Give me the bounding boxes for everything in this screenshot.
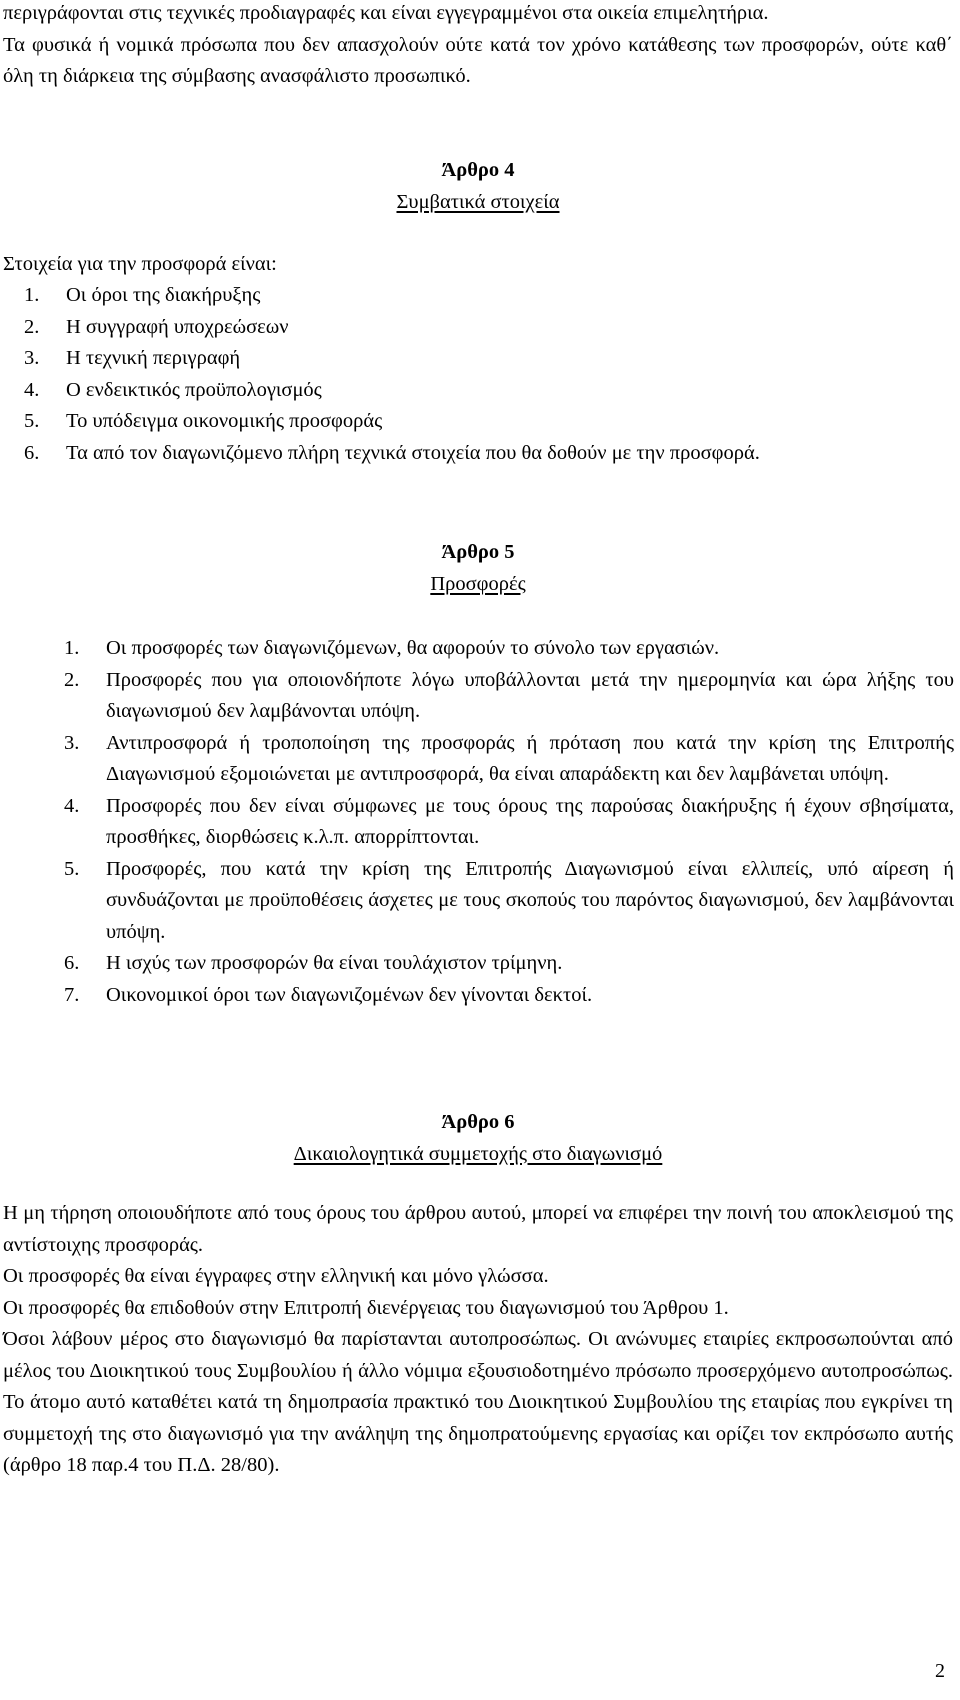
article-6 — [3, 1107, 953, 1170]
list-item-number: 7. — [64, 983, 80, 1006]
list-item-number: 5. — [64, 857, 80, 880]
list-item-text: Τα από τον διαγωνιζόμενο πλήρη τεχνικά στοιχεία που θα δοθούν με την προσφορά. — [66, 441, 760, 464]
list-item — [24, 280, 953, 312]
list-item-number: 4. — [24, 378, 40, 401]
list-item-text: Προσφορές που δεν είναι σύμφωνες με τους όρους της παρούσας διακήρυξης ή έχουν σβησίματα, προσθήκες, διορθώσεις κ.λ.π. απορρίπτονται. — [106, 794, 954, 848]
article-5-title: Άρθρο 5 — [441, 541, 515, 563]
list-item-text: Αντιπροσφορά ή τροποποίηση της προσφοράς ή πρόταση που κατά την κρίση της Επιτροπής Διαγωνισμού εξομοιώνεται με αντιπροσφορά, θα είναι απαράδεκτη και δεν λαμβάνεται υπόψη. — [106, 731, 954, 785]
list-item-number: 3. — [24, 347, 40, 369]
list-item-number: 4. — [64, 794, 80, 817]
article-4-body — [3, 249, 953, 281]
list-item — [24, 438, 953, 470]
list-item-number: 1. — [64, 637, 80, 659]
article-4-title: Άρθρο 4 — [441, 159, 515, 181]
list-item — [24, 406, 953, 438]
page-number: 2 — [935, 1660, 945, 1682]
list-item — [64, 980, 954, 1012]
list-item-number: 5. — [24, 410, 40, 432]
article-4-lead: Στοιχεία για την προσφορά είναι: — [3, 253, 277, 275]
article-5-subtitle: Προσφορές — [430, 572, 526, 595]
list-item-text: Οι προσφορές των διαγωνιζόμενων, θα αφορούν το σύνολο των εργασιών. — [106, 637, 720, 659]
list-item-number: 6. — [24, 441, 40, 464]
list-item-text: Προσφορές, που κατά την κρίση της Επιτροπής Διαγωνισμού είναι ελλιπείς, υπό αίρεση ή συνδυάζονται με προϋποθέσεις άσχετες με τους σκοπούς του παρόντος διαγωνισμού, δεν λαμβάνονται υπόψη. — [106, 857, 954, 943]
article-6-paragraph: Οι προσφορές θα επιδοθούν στην Επιτροπή διενέργειας του διαγωνισμού του Άρθρου 1. — [3, 1296, 729, 1319]
list-item — [64, 633, 954, 665]
article-4-list — [24, 280, 953, 469]
list-item — [24, 312, 953, 344]
article-4-subtitle: Συμβατικά στοιχεία — [396, 190, 560, 213]
article-5-list — [64, 633, 954, 1011]
list-item-number: 3. — [64, 731, 80, 754]
list-item-text: Οικονομικοί όροι των διαγωνιζομένων δεν γίνονται δεκτοί. — [106, 983, 593, 1006]
list-item — [64, 665, 954, 728]
list-item — [24, 343, 953, 375]
list-item-text: Η τεχνική περιγραφή — [66, 347, 241, 369]
list-item-number: 2. — [64, 668, 80, 691]
article-6-paragraph: Όσοι λάβουν μέρος στο διαγωνισμό θα παρίστανται αυτοπροσώπως. Οι ανώνυμες εταιρίες εκπροσωπούνται από μέλος του Διοικητικού τους Συμβουλίου ή άλλο νόμιμα εξουσιοδοτημένο πρόσωπο προσερχόμενο αυτοπροσώπως. Το άτομο αυτό καταθέτει κατά τη δημοπρασία πρακτικό του Διοικητικού Συμβουλίου της εταιρίας που εγκρίνει τη συμμετοχή της στο διαγωνισμό για την ανάληψη της δημοπρατούμενης εργασίας και ορίζει τον εκπρόσωπο αυτής (άρθρο 18 παρ.4 του Π.Δ. 28/80). — [3, 1328, 953, 1476]
list-item — [64, 791, 954, 854]
article-6-title: Άρθρο 6 — [441, 1111, 515, 1133]
intro-paragraph: Τα φυσικά ή νομικά πρόσωπα που δεν απασχολούν ούτε κατά τον χρόνο κατάθεσης των προσφορών, ούτε καθ΄ όλη τη διάρκεια της σύμβασης ανασφάλιστο προσωπικό. — [3, 33, 953, 87]
intro-block — [3, 0, 953, 93]
list-item-number: 2. — [24, 315, 40, 338]
article-6-paragraph: Οι προσφορές θα είναι έγγραφες στην ελληνική και μόνο γλώσσα. — [3, 1265, 549, 1287]
list-item-text: Οι όροι της διακήρυξης — [66, 284, 261, 306]
list-item — [24, 375, 953, 407]
article-6-paragraph: Η μη τήρηση οποιουδήποτε από τους όρους του άρθρου αυτού, μπορεί να επιφέρει την ποινή του αποκλεισμού της αντίστοιχης προσφοράς. — [3, 1202, 953, 1256]
list-item-number: 1. — [24, 284, 40, 306]
article-4 — [3, 155, 953, 218]
intro-paragraph: περιγράφονται στις τεχνικές προδιαγραφές και είναι εγγεγραμμένοι στα οικεία επιμελητήρια. — [3, 2, 769, 24]
list-item — [64, 948, 954, 980]
list-item-text: Η συγγραφή υποχρεώσεων — [66, 315, 289, 338]
list-item-text: Προσφορές που για οποιονδήποτε λόγω υποβάλλονται μετά την ημερομηνία και ώρα λήξης του διαγωνισμού δεν λαμβάνονται υπόψη. — [106, 668, 954, 722]
article-5 — [3, 537, 953, 600]
list-item-text: Το υπόδειγμα οικονομικής προσφοράς — [66, 410, 383, 432]
list-item — [64, 854, 954, 949]
article-6-subtitle: Δικαιολογητικά συμμετοχής στο διαγωνισμό — [293, 1142, 663, 1165]
list-item — [64, 728, 954, 791]
article-6-body — [3, 1198, 953, 1482]
list-item-text: Ο ενδεικτικός προϋπολογισμός — [66, 378, 322, 401]
list-item-number: 6. — [64, 952, 80, 974]
list-item-text: Η ισχύς των προσφορών θα είναι τουλάχιστον τρίμηνη. — [106, 952, 563, 974]
